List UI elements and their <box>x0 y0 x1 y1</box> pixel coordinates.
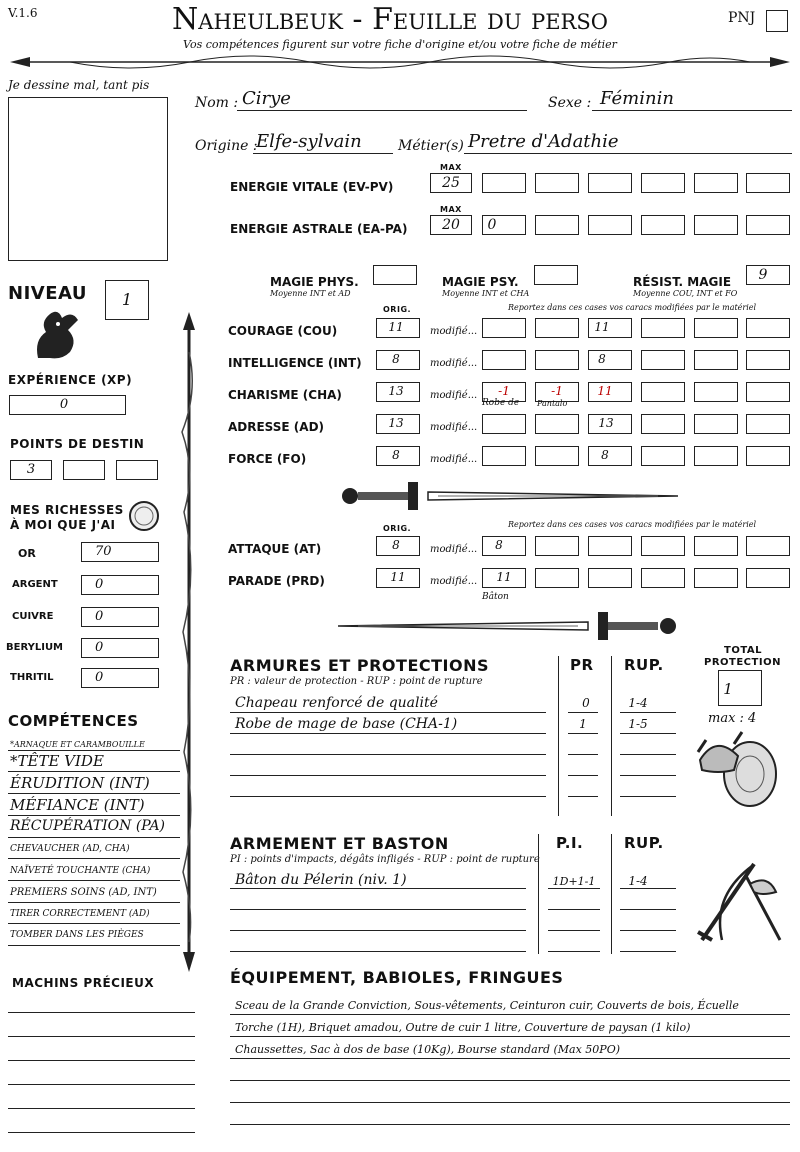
attaque-c4-box[interactable] <box>641 536 685 556</box>
machins-precieux-title: MACHINS PRÉCIEUX <box>12 976 155 990</box>
total-protection-label-2: PROTECTION <box>704 657 781 668</box>
stat-c2-box-fo[interactable] <box>535 446 579 466</box>
thritil-label: THRITIL <box>10 672 54 683</box>
armement-title: ARMEMENT ET BASTON <box>230 834 449 853</box>
stat-c4-box-ad[interactable] <box>641 414 685 434</box>
magie-psy-box[interactable] <box>534 265 578 285</box>
stat-c2-note-cha: Pantalo <box>537 399 568 408</box>
parade-c1: 11 <box>496 570 512 584</box>
weapon-rup-1: 1-4 <box>628 874 648 888</box>
berylium-label: BERYLIUM <box>6 642 64 653</box>
weapon-col-rup: RUP. <box>624 834 664 852</box>
armures-note: PR : valeur de protection - RUP : point de rupture <box>230 676 483 687</box>
magie-phys-box[interactable] <box>373 265 417 285</box>
destin-value-1: 3 <box>26 462 36 477</box>
or-label: OR <box>18 547 36 560</box>
stat-c2-cha: -1 <box>551 384 563 398</box>
argent-box[interactable] <box>81 575 159 595</box>
stat-c1-box-cou[interactable] <box>482 318 526 338</box>
ev-box-3[interactable] <box>588 173 632 193</box>
staff-illustration <box>178 312 200 972</box>
precious-line[interactable] <box>8 1012 195 1013</box>
destin-label: POINTS DE DESTIN <box>10 437 145 451</box>
helmet-shield-icon <box>694 726 780 810</box>
stat-c2-box-cou[interactable] <box>535 318 579 338</box>
parade-label: PARADE (PRD) <box>228 574 325 588</box>
stat-c6-box-cou[interactable] <box>746 318 790 338</box>
equipement-title: ÉQUIPEMENT, BABIOLES, FRINGUES <box>230 968 564 987</box>
ev-box-6[interactable] <box>746 173 790 193</box>
stat-label-cou: COURAGE (COU) <box>228 324 338 338</box>
precious-line[interactable] <box>8 1108 195 1109</box>
armor-name-2[interactable]: Robe de mage de base (CHA-1) <box>235 716 458 732</box>
precious-line[interactable] <box>8 1036 195 1037</box>
skill-item-4: MÉFIANCE (INT) <box>10 796 145 814</box>
stat-c1-box-fo[interactable] <box>482 446 526 466</box>
attaque-c5-box[interactable] <box>694 536 738 556</box>
ea-box-6[interactable] <box>746 215 790 235</box>
portrait-box[interactable] <box>8 97 168 261</box>
parade-c4-box[interactable] <box>641 568 685 588</box>
stat-c3-cha: 11 <box>597 384 613 398</box>
stat-label-cha: CHARISME (CHA) <box>228 388 342 402</box>
parade-c5-box[interactable] <box>694 568 738 588</box>
equipment-empty-line[interactable] <box>230 1102 790 1103</box>
weapon-col-pi: P.I. <box>556 834 584 852</box>
total-protection-max: max : 4 <box>708 711 757 726</box>
or-value: 70 <box>95 544 112 559</box>
weapon-name-1[interactable]: Bâton du Pélerin (niv. 1) <box>235 872 407 888</box>
ea-box-5[interactable] <box>694 215 738 235</box>
pnj-checkbox[interactable] <box>766 10 788 32</box>
stats-orig-label: ORIG. <box>383 305 412 314</box>
magie-psy-note: Moyenne INT et CHA <box>442 289 530 298</box>
magie-phys-note: Moyenne INT et AD <box>270 289 351 298</box>
stat-mod-int: modifié... <box>430 358 478 369</box>
stat-orig-ad: 13 <box>388 416 404 430</box>
pnj-label: PNJ <box>728 10 756 26</box>
stat-c4-box-cou[interactable] <box>641 318 685 338</box>
total-protection-label-1: TOTAL <box>724 645 762 656</box>
destin-box-2[interactable] <box>63 460 105 480</box>
ea-max-label: MAX <box>440 205 462 214</box>
stat-c5-box-cou[interactable] <box>694 318 738 338</box>
ea-current-value: 0 <box>487 217 497 233</box>
stat-c5-box-fo[interactable] <box>694 446 738 466</box>
stats-note: Reportez dans ces cases vos caracs modifiées par le matériel <box>508 303 757 312</box>
page-title: Naheulbeuk - Feuille du perso <box>172 2 608 37</box>
attaque-c1: 8 <box>495 538 503 552</box>
stat-label-int: INTELLIGENCE (INT) <box>228 356 362 370</box>
resist-magie-value: 9 <box>758 267 768 283</box>
stat-mod-fo: modifié... <box>430 454 478 465</box>
ev-box-1[interactable] <box>482 173 526 193</box>
stat-mod-cou: modifié... <box>430 326 478 337</box>
stat-c3-int: 8 <box>598 352 606 366</box>
armor-pr-2: 1 <box>579 717 587 731</box>
stat-c3-ad: 13 <box>598 416 614 430</box>
sexe-label: Sexe : <box>548 95 592 111</box>
skill-item-9: TIRER CORRECTEMENT (AD) <box>10 909 150 919</box>
skill-item-1: *ARNAQUE ET CARAMBOUILLE <box>10 740 145 749</box>
skill-item-8: PREMIERS SOINS (AD, INT) <box>10 887 157 898</box>
precious-line[interactable] <box>8 1132 195 1133</box>
destin-box-3[interactable] <box>116 460 158 480</box>
or-box[interactable] <box>81 542 159 562</box>
parade-c3-box[interactable] <box>588 568 632 588</box>
armor-rup-2: 1-5 <box>628 717 648 731</box>
xp-label: EXPÉRIENCE (XP) <box>8 373 133 387</box>
stat-c6-box-ad[interactable] <box>746 414 790 434</box>
magie-psy-label: MAGIE PSY. <box>442 275 519 289</box>
stat-orig-fo: 8 <box>392 448 400 462</box>
metier-value[interactable]: Pretre d'Adathie <box>468 131 619 152</box>
coin-icon <box>128 500 160 532</box>
magie-phys-label: MAGIE PHYS. <box>270 275 359 289</box>
thritil-value: 0 <box>95 670 104 685</box>
skill-item-5: RÉCUPÉRATION (PA) <box>10 818 166 834</box>
attaque-label: ATTAQUE (AT) <box>228 542 322 556</box>
sword-illustration-2 <box>338 608 683 644</box>
stat-c1-cha: -1 <box>498 384 510 398</box>
stat-c3-fo: 8 <box>601 448 609 462</box>
parade-c2-box[interactable] <box>535 568 579 588</box>
stat-orig-int: 8 <box>392 352 400 366</box>
total-protection-value: 1 <box>723 680 733 698</box>
metier-label: Métier(s) <box>398 138 464 154</box>
stat-mod-ad: modifié... <box>430 422 478 433</box>
skill-item-10: TOMBER DANS LES PIÈGES <box>10 930 144 940</box>
stat-c5-box-cha[interactable] <box>694 382 738 402</box>
cuivre-label: CUIVRE <box>12 611 54 622</box>
stat-orig-cha: 13 <box>388 384 404 398</box>
armor-col-rup: RUP. <box>624 656 664 674</box>
parade-orig: 11 <box>390 570 406 584</box>
resist-magie-note: Moyenne COU, INT et FO <box>633 289 738 298</box>
stat-c3-cou: 11 <box>594 320 610 334</box>
resist-magie-label: RÉSIST. MAGIE <box>633 275 732 289</box>
skill-item-3: ÉRUDITION (INT) <box>10 774 150 792</box>
niveau-label: NIVEAU <box>8 283 87 304</box>
stat-orig-cou: 11 <box>388 320 404 334</box>
sword-illustration <box>338 478 683 514</box>
armor-name-1[interactable]: Chapeau renforcé de qualité <box>235 695 438 711</box>
ev-box-5[interactable] <box>694 173 738 193</box>
sexe-value[interactable]: Féminin <box>600 88 674 109</box>
ea-box-4[interactable] <box>641 215 685 235</box>
stat-c1-note-cha: Robe de <box>482 398 520 408</box>
precious-line[interactable] <box>8 1060 195 1061</box>
argent-label: ARGENT <box>12 579 58 590</box>
equipment-line-3[interactable]: Chaussettes, Sac à dos de base (10Kg), Bourse standard (Max 50PO) <box>235 1043 620 1056</box>
stat-c6-box-fo[interactable] <box>746 446 790 466</box>
competences-title: COMPÉTENCES <box>8 712 139 730</box>
armor-rup-1: 1-4 <box>628 696 648 710</box>
richesses-label-2: À MOI QUE J'AI <box>10 518 116 532</box>
stat-mod-cha: modifié... <box>430 390 478 401</box>
nom-label: Nom : <box>195 95 239 111</box>
attaque-c3-box[interactable] <box>588 536 632 556</box>
dragon-icon <box>28 300 84 364</box>
stat-c2-box-ad[interactable] <box>535 414 579 434</box>
xp-value: 0 <box>59 397 69 412</box>
richesses-label-1: MES RICHESSES <box>10 503 124 517</box>
portrait-caption: Je dessine mal, tant pis <box>8 78 150 92</box>
ea-box-2[interactable] <box>535 215 579 235</box>
ev-label: ENERGIE VITALE (EV-PV) <box>230 180 394 194</box>
ev-box-4[interactable] <box>641 173 685 193</box>
equipment-line-2[interactable]: Torche (1H), Briquet amadou, Outre de cuir 1 litre, Couverture de paysan (1 kilo) <box>235 1021 691 1034</box>
armures-title: ARMURES ET PROTECTIONS <box>230 656 489 675</box>
attaque-mod: modifié... <box>430 544 478 555</box>
weapon-pi-1: 1D+1-1 <box>552 875 596 888</box>
cuivre-value: 0 <box>95 609 104 624</box>
stat-label-ad: ADRESSE (AD) <box>228 420 325 434</box>
nom-value[interactable]: Cirye <box>242 88 291 109</box>
niveau-value: 1 <box>121 290 133 309</box>
attaque-orig: 8 <box>392 538 400 552</box>
equipment-empty-line[interactable] <box>230 1124 790 1125</box>
armor-col-pr: PR <box>570 656 594 674</box>
stat-c4-box-cha[interactable] <box>641 382 685 402</box>
stat-c4-box-int[interactable] <box>641 350 685 370</box>
origine-value[interactable]: Elfe-sylvain <box>256 131 362 152</box>
armement-note: PI : points d'impacts, dégâts infligés - RUP : point de rupture <box>230 854 540 865</box>
berylium-value: 0 <box>95 640 104 655</box>
ea-max-value: 20 <box>442 217 460 233</box>
attaque-c2-box[interactable] <box>535 536 579 556</box>
equipment-empty-line[interactable] <box>230 1080 790 1081</box>
weapons-icon <box>692 856 788 946</box>
parade-mod: modifié... <box>430 576 478 587</box>
ev-box-2[interactable] <box>535 173 579 193</box>
cuivre-box[interactable] <box>81 607 159 627</box>
parade-c1-note: Bâton <box>482 592 509 602</box>
armor-pr-1: 0 <box>582 696 590 710</box>
origine-label: Origine : <box>195 138 258 154</box>
stat-c1-box-int[interactable] <box>482 350 526 370</box>
skill-item-7: NAÏVETÉ TOUCHANTE (CHA) <box>10 866 151 876</box>
ea-label: ENERGIE ASTRALE (EA-PA) <box>230 222 408 236</box>
precious-line[interactable] <box>8 1084 195 1085</box>
stat-c1-box-ad[interactable] <box>482 414 526 434</box>
skill-item-2: *TÊTE VIDE <box>10 752 104 770</box>
skill-item-6: CHEVAUCHER (AD, CHA) <box>10 844 130 854</box>
ev-max-label: MAX <box>440 163 462 172</box>
ea-box-3[interactable] <box>588 215 632 235</box>
combat-orig-label: ORIG. <box>383 524 412 533</box>
version-label: V.1.6 <box>8 6 38 20</box>
argent-value: 0 <box>95 577 104 592</box>
berylium-box[interactable] <box>81 638 159 658</box>
stat-label-fo: FORCE (FO) <box>228 452 307 466</box>
stat-c2-box-int[interactable] <box>535 350 579 370</box>
page-subtitle: Vos compétences figurent sur votre fiche d'origine et/ou votre fiche de métier <box>183 38 617 51</box>
attaque-c6-box[interactable] <box>746 536 790 556</box>
thritil-box[interactable] <box>81 668 159 688</box>
stat-c5-box-int[interactable] <box>694 350 738 370</box>
parade-c6-box[interactable] <box>746 568 790 588</box>
combat-note: Reportez dans ces cases vos caracs modifiées par le matériel <box>508 520 757 529</box>
stat-c4-box-fo[interactable] <box>641 446 685 466</box>
header-ornament <box>10 52 790 72</box>
ev-max-value: 25 <box>442 175 460 191</box>
stat-c6-box-int[interactable] <box>746 350 790 370</box>
equipment-line-1[interactable]: Sceau de la Grande Conviction, Sous-vêtements, Ceinturon cuir, Couverts de bois, Écuelle <box>235 999 739 1012</box>
stat-c5-box-ad[interactable] <box>694 414 738 434</box>
stat-c6-box-cha[interactable] <box>746 382 790 402</box>
